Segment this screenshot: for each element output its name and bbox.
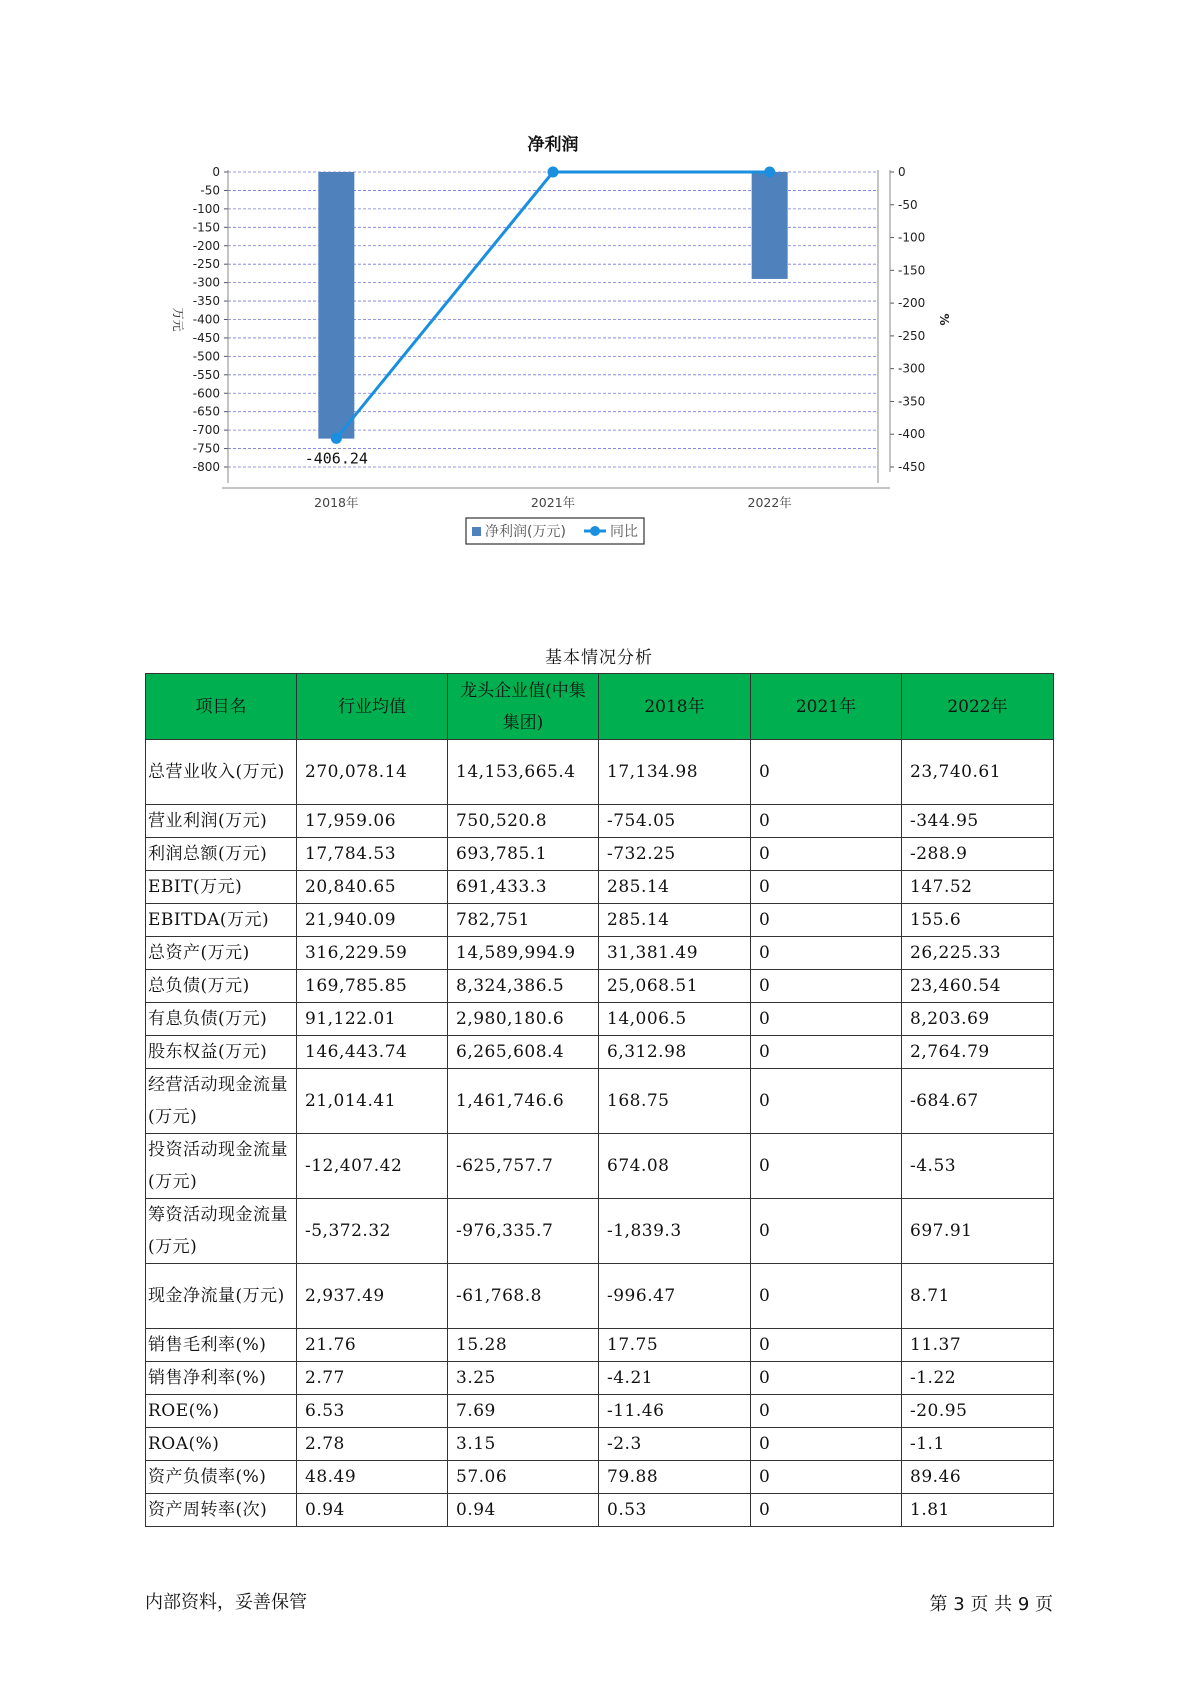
- header-2021: 2021年: [751, 674, 902, 740]
- table-cell: 750,520.8: [448, 805, 599, 838]
- table-cell: 146,443.74: [297, 1036, 448, 1069]
- data-label: -406.24: [304, 449, 368, 468]
- row-item-name: 股东权益(万元): [146, 1036, 297, 1069]
- yoy-point-0: [331, 433, 342, 444]
- table-cell: -996.47: [599, 1264, 751, 1329]
- y2-tick-label: -250: [898, 328, 926, 343]
- table-cell: 0: [751, 970, 902, 1003]
- yoy-line: [336, 172, 769, 438]
- table-row: [146, 805, 1054, 838]
- table-row: [146, 1395, 1054, 1428]
- table-cell: -11.46: [599, 1395, 751, 1428]
- table-cell: -5,372.32: [297, 1199, 448, 1264]
- table-cell: 0: [751, 937, 902, 970]
- table-cell: 2,937.49: [297, 1264, 448, 1329]
- table-body: [146, 740, 1054, 1527]
- y-tick-label: -400: [192, 312, 220, 327]
- x-tick-label: 2018年: [314, 495, 359, 510]
- table-cell: -2.3: [599, 1428, 751, 1461]
- table-cell: 0: [751, 1428, 902, 1461]
- table-row: [146, 838, 1054, 871]
- table-cell: 0: [751, 1395, 902, 1428]
- table-row: [146, 937, 1054, 970]
- header-leader-value: 龙头企业值(中集集团): [448, 674, 599, 740]
- table-cell: 0.53: [599, 1494, 751, 1527]
- table-cell: 147.52: [902, 871, 1054, 904]
- row-item-name: 总资产(万元): [146, 937, 297, 970]
- table-row: [146, 1134, 1054, 1199]
- table-cell: 7.69: [448, 1395, 599, 1428]
- y2-tick-label: 0: [898, 165, 906, 179]
- table-cell: -625,757.7: [448, 1134, 599, 1199]
- y-axis-title: 万元: [171, 307, 185, 332]
- row-item-name: 总营业收入(万元): [146, 740, 297, 805]
- row-item-name: 资产负债率(%): [146, 1461, 297, 1494]
- table-row: [146, 1494, 1054, 1527]
- table-row: [146, 1461, 1054, 1494]
- table-cell: 3.25: [448, 1362, 599, 1395]
- y-tick-label: 0: [212, 165, 220, 179]
- table-cell: 2,764.79: [902, 1036, 1054, 1069]
- y2-tick-label: -100: [898, 230, 926, 245]
- table-cell: -20.95: [902, 1395, 1054, 1428]
- table-cell: 57.06: [448, 1461, 599, 1494]
- table-row: [146, 740, 1054, 805]
- table-cell: -1.1: [902, 1428, 1054, 1461]
- table-cell: 91,122.01: [297, 1003, 448, 1036]
- y-tick-label: -50: [200, 183, 220, 198]
- table-cell: 0: [751, 1036, 902, 1069]
- table-cell: 17,134.98: [599, 740, 751, 805]
- row-item-name: 销售毛利率(%): [146, 1329, 297, 1362]
- y2-tick-label: -400: [898, 427, 926, 442]
- table-cell: 15.28: [448, 1329, 599, 1362]
- table-cell: -1.22: [902, 1362, 1054, 1395]
- table-cell: 8,324,386.5: [448, 970, 599, 1003]
- table-cell: -288.9: [902, 838, 1054, 871]
- chart-canvas: [160, 130, 1030, 600]
- legend-bar-swatch: [472, 527, 481, 536]
- y-tick-label: -700: [192, 423, 220, 438]
- y-tick-label: -450: [192, 330, 220, 345]
- table-cell: 11.37: [902, 1329, 1054, 1362]
- y-tick-label: -100: [192, 201, 220, 216]
- table-cell: 1.81: [902, 1494, 1054, 1527]
- table-cell: 0: [751, 1461, 902, 1494]
- table-cell: 8.71: [902, 1264, 1054, 1329]
- table-cell: 0.94: [448, 1494, 599, 1527]
- table-cell: 691,433.3: [448, 871, 599, 904]
- yoy-point-1: [548, 167, 559, 178]
- chart-title: 净利润: [527, 135, 579, 155]
- table-cell: 21,940.09: [297, 904, 448, 937]
- row-item-name: 营业利润(万元): [146, 805, 297, 838]
- table-cell: -4.21: [599, 1362, 751, 1395]
- table-row: [146, 1362, 1054, 1395]
- row-item-name: 投资活动现金流量(万元): [146, 1134, 297, 1199]
- row-item-name: 销售净利率(%): [146, 1362, 297, 1395]
- table-cell: 168.75: [599, 1069, 751, 1134]
- table-cell: -732.25: [599, 838, 751, 871]
- table-cell: 0: [751, 805, 902, 838]
- footer-page-number: 第 3 页 共 9 页: [929, 1594, 1053, 1615]
- legend-line-label: 同比: [610, 524, 638, 540]
- bar-0: [318, 172, 354, 439]
- table-cell: 6,265,608.4: [448, 1036, 599, 1069]
- y2-axis-title: %: [937, 313, 951, 326]
- legend-line-marker: [590, 526, 600, 536]
- net-profit-chart: [160, 130, 1030, 600]
- y2-tick-label: -450: [898, 460, 926, 474]
- table-cell: 0: [751, 1003, 902, 1036]
- y-tick-label: -750: [192, 441, 220, 456]
- table-cell: 0: [751, 838, 902, 871]
- table-cell: 8,203.69: [902, 1003, 1054, 1036]
- table-cell: 316,229.59: [297, 937, 448, 970]
- table-row: [146, 1428, 1054, 1461]
- table-cell: 0.94: [297, 1494, 448, 1527]
- table-cell: -684.67: [902, 1069, 1054, 1134]
- row-item-name: 资产周转率(次): [146, 1494, 297, 1527]
- table-cell: 0: [751, 1199, 902, 1264]
- table-cell: 14,006.5: [599, 1003, 751, 1036]
- table-cell: -754.05: [599, 805, 751, 838]
- row-item-name: ROA(%): [146, 1428, 297, 1461]
- table-cell: 26,225.33: [902, 937, 1054, 970]
- table-cell: 6.53: [297, 1395, 448, 1428]
- table-cell: 155.6: [902, 904, 1054, 937]
- table-cell: 23,460.54: [902, 970, 1054, 1003]
- y-tick-label: -200: [192, 238, 220, 253]
- table-cell: 17.75: [599, 1329, 751, 1362]
- row-item-name: ROE(%): [146, 1395, 297, 1428]
- table-cell: 31,381.49: [599, 937, 751, 970]
- table-cell: 0: [751, 1329, 902, 1362]
- row-item-name: 经营活动现金流量(万元): [146, 1069, 297, 1134]
- yoy-point-2: [764, 167, 775, 178]
- table-row: [146, 1036, 1054, 1069]
- table-header-row: [146, 674, 1054, 740]
- table-cell: 89.46: [902, 1461, 1054, 1494]
- header-2022: 2022年: [902, 674, 1054, 740]
- table-cell: 0: [751, 1134, 902, 1199]
- table-cell: 674.08: [599, 1134, 751, 1199]
- table-cell: 21.76: [297, 1329, 448, 1362]
- y-tick-label: -550: [192, 367, 220, 382]
- table-cell: 285.14: [599, 904, 751, 937]
- table-row: [146, 1069, 1054, 1134]
- table-row: [146, 1329, 1054, 1362]
- y-tick-label: -150: [192, 220, 220, 235]
- row-item-name: 利润总额(万元): [146, 838, 297, 871]
- table-cell: 23,740.61: [902, 740, 1054, 805]
- table-cell: -12,407.42: [297, 1134, 448, 1199]
- table-cell: 21,014.41: [297, 1069, 448, 1134]
- table-cell: 1,461,746.6: [448, 1069, 599, 1134]
- table-cell: 693,785.1: [448, 838, 599, 871]
- header-item-name: 项目名: [146, 674, 297, 740]
- table-cell: -61,768.8: [448, 1264, 599, 1329]
- y2-tick-label: -200: [898, 296, 926, 311]
- table-cell: 270,078.14: [297, 740, 448, 805]
- y-tick-label: -500: [192, 349, 220, 364]
- table-cell: 0: [751, 1362, 902, 1395]
- table-cell: -344.95: [902, 805, 1054, 838]
- y-tick-label: -250: [192, 257, 220, 272]
- table-cell: 6,312.98: [599, 1036, 751, 1069]
- table-cell: 285.14: [599, 871, 751, 904]
- y2-tick-label: -350: [898, 394, 926, 409]
- table-cell: 17,959.06: [297, 805, 448, 838]
- table-cell: 0: [751, 1069, 902, 1134]
- table-row: [146, 1003, 1054, 1036]
- header-2018: 2018年: [599, 674, 751, 740]
- bar-2: [752, 172, 788, 279]
- table-cell: 79.88: [599, 1461, 751, 1494]
- x-tick-label: 2021年: [530, 495, 576, 510]
- table-cell: 782,751: [448, 904, 599, 937]
- table-cell: 48.49: [297, 1461, 448, 1494]
- row-item-name: 现金净流量(万元): [146, 1264, 297, 1329]
- table-cell: 3.15: [448, 1428, 599, 1461]
- table-row: [146, 904, 1054, 937]
- row-item-name: EBIT(万元): [146, 871, 297, 904]
- table-cell: 0: [751, 904, 902, 937]
- header-industry-avg: 行业均值: [297, 674, 448, 740]
- row-item-name: 总负债(万元): [146, 970, 297, 1003]
- y2-tick-label: -150: [898, 263, 926, 278]
- table-cell: 2.77: [297, 1362, 448, 1395]
- y2-tick-label: -50: [898, 197, 918, 212]
- table-row: [146, 871, 1054, 904]
- table-row: [146, 1199, 1054, 1264]
- table-cell: 0: [751, 1494, 902, 1527]
- table-cell: -1,839.3: [599, 1199, 751, 1264]
- table-cell: 0: [751, 1264, 902, 1329]
- table-cell: 0: [751, 871, 902, 904]
- table-row: [146, 1264, 1054, 1329]
- table-cell: 14,153,665.4: [448, 740, 599, 805]
- table-row: [146, 970, 1054, 1003]
- y-tick-label: -650: [192, 404, 220, 419]
- x-tick-label: 2022年: [747, 495, 792, 510]
- table-title: 基本情况分析: [545, 648, 653, 668]
- table-cell: 17,784.53: [297, 838, 448, 871]
- table-cell: 25,068.51: [599, 970, 751, 1003]
- row-item-name: 有息负债(万元): [146, 1003, 297, 1036]
- table-cell: 20,840.65: [297, 871, 448, 904]
- y-tick-label: -800: [192, 460, 220, 474]
- table-cell: 0: [751, 740, 902, 805]
- table-cell: 2,980,180.6: [448, 1003, 599, 1036]
- row-item-name: EBITDA(万元): [146, 904, 297, 937]
- table-cell: 14,589,994.9: [448, 937, 599, 970]
- y2-tick-label: -300: [898, 361, 926, 376]
- basic-analysis-table: [145, 673, 1054, 1527]
- table-cell: -4.53: [902, 1134, 1054, 1199]
- table-cell: 2.78: [297, 1428, 448, 1461]
- table-cell: 169,785.85: [297, 970, 448, 1003]
- legend-bar-label: 净利润(万元): [485, 524, 566, 540]
- y-tick-label: -300: [192, 275, 220, 290]
- y-tick-label: -600: [192, 386, 220, 401]
- y-tick-label: -350: [192, 294, 220, 309]
- table-cell: -976,335.7: [448, 1199, 599, 1264]
- table-cell: 697.91: [902, 1199, 1054, 1264]
- footer-confidential-note: 内部资料，妥善保管: [145, 1592, 307, 1613]
- row-item-name: 筹资活动现金流量(万元): [146, 1199, 297, 1264]
